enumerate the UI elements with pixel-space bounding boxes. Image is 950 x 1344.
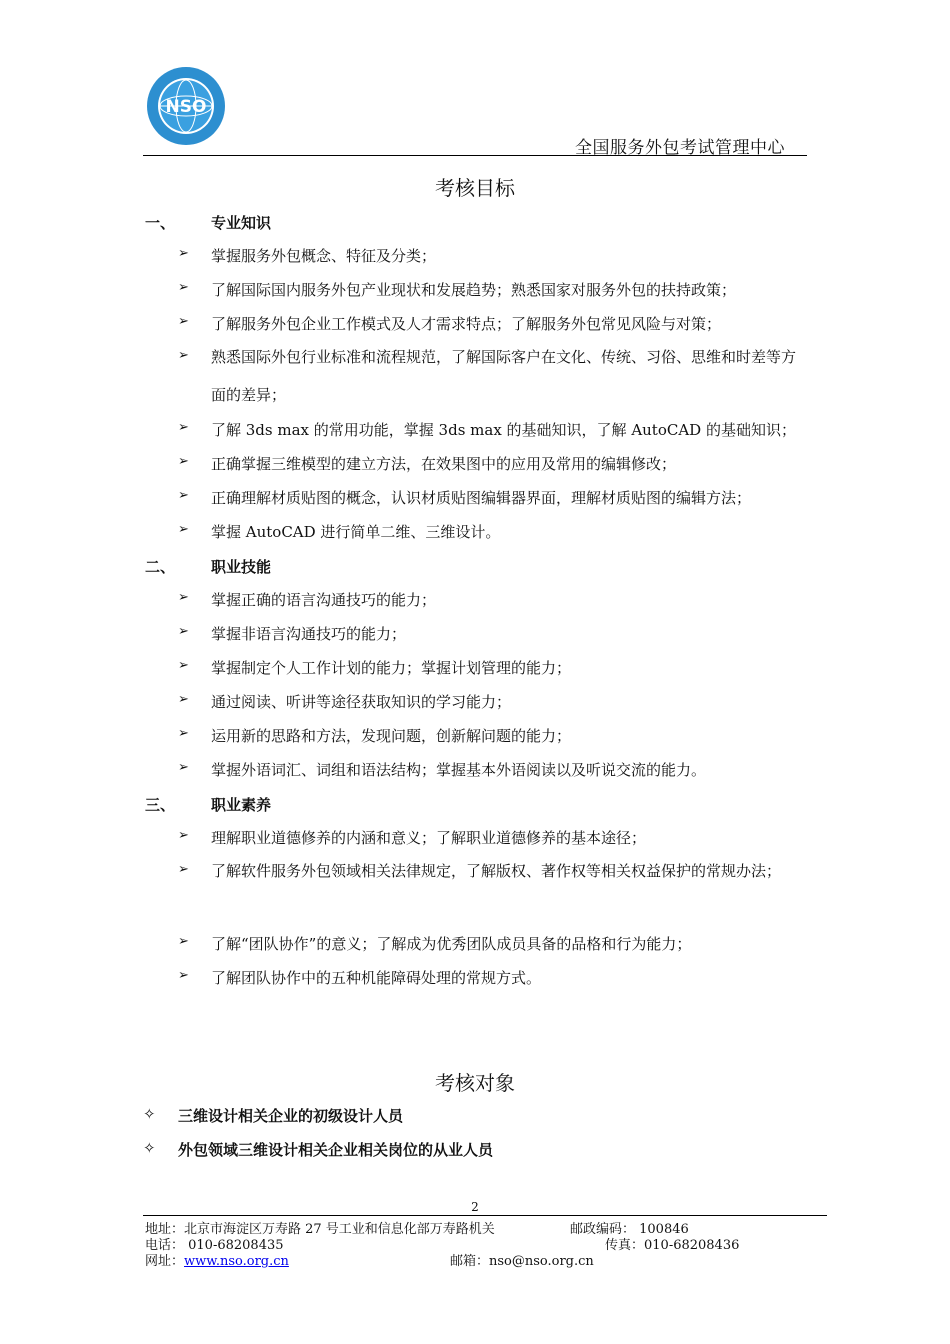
- website-link[interactable]: www.nso.org.cn: [184, 1254, 289, 1269]
- section-title-assessment-targets: 考核对象: [435, 1071, 515, 1095]
- bullet-arrow-icon: ➢: [178, 522, 189, 537]
- footer-postcode: 邮政编码： 100846: [570, 1222, 689, 1237]
- nso-logo: [146, 66, 226, 146]
- list-item: 了解“团队协作”的意义；了解成为优秀团队成员具备的品格和行为能力；: [211, 935, 692, 953]
- bullet-arrow-icon: ➢: [178, 488, 189, 503]
- target-item: 三维设计相关企业的初级设计人员: [178, 1107, 404, 1125]
- footer-phone: 电话： 010-68208435: [145, 1238, 284, 1253]
- bullet-arrow-icon: ➢: [178, 862, 189, 877]
- group-heading: 专业知识: [211, 214, 272, 232]
- bullet-arrow-icon: ➢: [178, 934, 189, 949]
- bullet-arrow-icon: ➢: [178, 246, 189, 261]
- list-item: 掌握 AutoCAD 进行简单二维、三维设计。: [211, 523, 501, 541]
- list-item: 熟悉国际外包行业标准和流程规范，了解国际客户在文化、传统、习俗、思维和时差等方面的差异；: [211, 348, 797, 404]
- svg-text:NSO: NSO: [165, 97, 207, 117]
- list-item: 正确掌握三维模型的建立方法，在效果图中的应用及常用的编辑修改；: [211, 455, 677, 473]
- list-item: 了解国际国内服务外包产业现状和发展趋势；熟悉国家对服务外包的扶持政策；: [211, 281, 737, 299]
- group-number: 三、: [145, 796, 176, 814]
- group-heading: 职业素养: [211, 796, 272, 814]
- page-number: 2: [471, 1200, 479, 1214]
- target-item: 外包领域三维设计相关企业相关岗位的从业人员: [178, 1141, 494, 1159]
- bullet-arrow-icon: ➢: [178, 314, 189, 329]
- bullet-arrow-icon: ➢: [178, 280, 189, 295]
- group-number: 一、: [145, 214, 176, 232]
- list-item: 了解服务外包企业工作模式及人才需求特点；了解服务外包常见风险与对策；: [211, 315, 722, 333]
- bullet-arrow-icon: ➢: [178, 658, 189, 673]
- footer-divider: [143, 1215, 827, 1216]
- list-item: 掌握非语言沟通技巧的能力；: [211, 625, 407, 643]
- group-number: 二、: [145, 558, 176, 576]
- section-title-assessment-goals: 考核目标: [435, 176, 515, 200]
- bullet-diamond-icon: ✧: [143, 1139, 156, 1157]
- list-item: 理解职业道德修养的内涵和意义；了解职业道德修养的基本途径；: [211, 829, 647, 847]
- list-item: 掌握外语词汇、词组和语法结构；掌握基本外语阅读以及听说交流的能力。: [211, 761, 707, 779]
- group-heading: 职业技能: [211, 558, 272, 576]
- bullet-arrow-icon: ➢: [178, 420, 189, 435]
- header-divider: [143, 155, 807, 156]
- footer-email: 邮箱：nso@nso.org.cn: [450, 1254, 594, 1269]
- footer-website-label: 网址：: [145, 1254, 185, 1269]
- footer-website: [145, 1250, 289, 1269]
- bullet-arrow-icon: ➢: [178, 692, 189, 707]
- list-item: 正确理解材质贴图的概念，认识材质贴图编辑器界面，理解材质贴图的编辑方法；: [211, 489, 752, 507]
- org-name: 全国服务外包考试管理中心: [575, 138, 785, 158]
- bullet-arrow-icon: ➢: [178, 348, 189, 363]
- bullet-arrow-icon: ➢: [178, 590, 189, 605]
- bullet-arrow-icon: ➢: [178, 454, 189, 469]
- list-item: 掌握正确的语言沟通技巧的能力；: [211, 591, 437, 609]
- list-item: 运用新的思路和方法，发现问题，创新解问题的能力；: [211, 727, 572, 745]
- bullet-diamond-icon: ✧: [143, 1105, 156, 1123]
- list-item: 掌握服务外包概念、特征及分类；: [211, 247, 437, 265]
- list-item: 了解团队协作中的五种机能障碍处理的常规方式。: [211, 969, 542, 987]
- bullet-arrow-icon: ➢: [178, 760, 189, 775]
- list-item: 通过阅读、听讲等途径获取知识的学习能力；: [211, 693, 512, 711]
- list-item: 了解 3ds max 的常用功能，掌握 3ds max 的基础知识，了解 AutoCAD 的基础知识；: [211, 421, 796, 439]
- footer-address: 地址：北京市海淀区万寿路 27 号工业和信息化部万寿路机关: [145, 1222, 495, 1237]
- list-item: 掌握制定个人工作计划的能力；掌握计划管理的能力；: [211, 659, 572, 677]
- bullet-arrow-icon: ➢: [178, 968, 189, 983]
- bullet-arrow-icon: ➢: [178, 624, 189, 639]
- footer-fax: 传真：010-68208436: [605, 1238, 740, 1253]
- list-item: 了解软件服务外包领域相关法律规定，了解版权、著作权等相关权益保护的常规办法；: [211, 862, 782, 880]
- bullet-arrow-icon: ➢: [178, 828, 189, 843]
- bullet-arrow-icon: ➢: [178, 726, 189, 741]
